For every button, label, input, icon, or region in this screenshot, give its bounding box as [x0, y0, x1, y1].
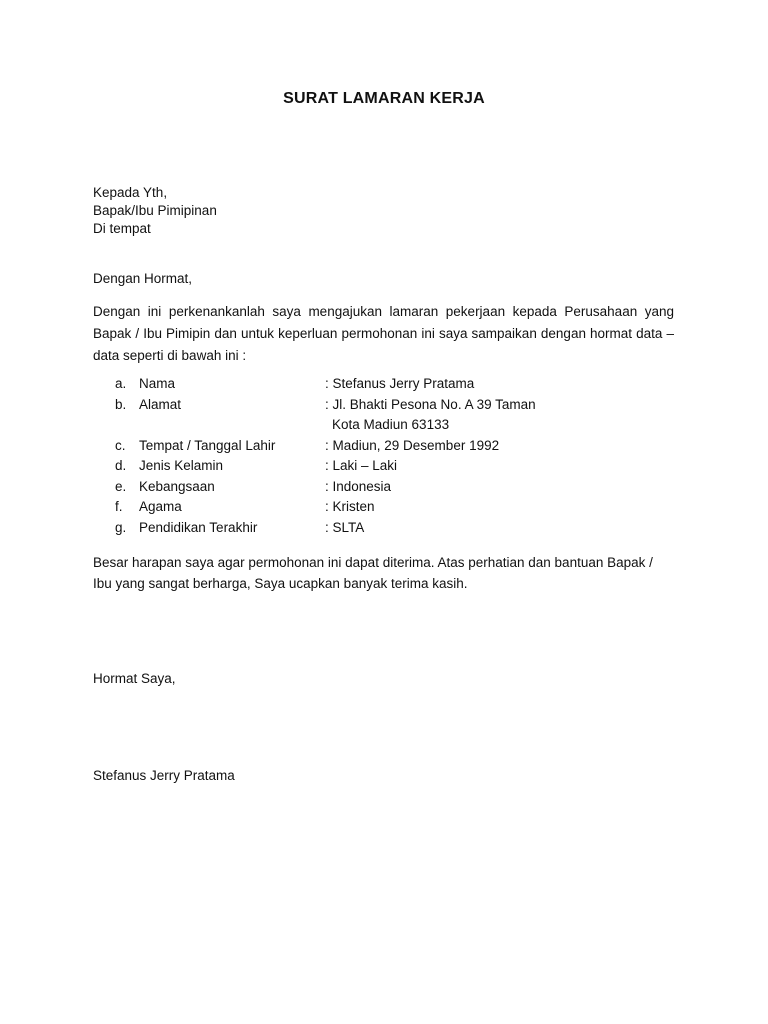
- closing-paragraph: Besar harapan saya agar permohonan ini dapat diterima. Atas perhatian dan bantuan Bapak / Ibu yang sangat berharga, Saya ucapkan banyak terima kasih.: [93, 555, 653, 591]
- detail-label: Kebangsaan: [139, 478, 215, 494]
- list-marker: f.: [115, 499, 123, 514]
- detail-label: Tempat / Tanggal Lahir: [139, 437, 276, 453]
- detail-label: Alamat: [139, 396, 182, 412]
- detail-value: : SLTA: [325, 519, 365, 535]
- detail-row-agama: [93, 499, 683, 520]
- addressee-block: [93, 184, 217, 238]
- detail-label: Jenis Kelamin: [139, 458, 224, 473]
- detail-label: Nama: [139, 376, 176, 391]
- addressee-line: Bapak/Ibu Pimipinan: [93, 203, 217, 218]
- list-marker: g.: [115, 519, 127, 535]
- applicant-details-list: [93, 376, 683, 540]
- addressee-line: Kepada Yth,: [93, 185, 168, 200]
- greeting: Dengan Hormat,: [93, 271, 193, 286]
- detail-value: Kota Madiun 63133: [332, 417, 450, 432]
- letter-title: SURAT LAMARAN KERJA: [283, 90, 485, 107]
- intro-paragraph: Dengan ini perkenankanlah saya mengajukan lamaran pekerjaan kepada Perusahaan yang Bapak / Ibu Pimipin dan untuk keperluan permohonan ini saya sampaikan dengan hormat data – data seperti di bawah ini :: [93, 304, 674, 363]
- list-marker: c.: [115, 437, 126, 453]
- addressee-line: Di tempat: [93, 221, 151, 236]
- detail-label: Agama: [139, 499, 182, 514]
- signoff: Hormat Saya,: [93, 671, 176, 686]
- detail-row-pendidikan-terakhir: [93, 520, 683, 541]
- detail-row-jenis-kelamin: [93, 458, 683, 479]
- signer-name: Stefanus Jerry Pratama: [93, 768, 235, 783]
- list-marker: a.: [115, 376, 127, 391]
- detail-value: : Madiun, 29 Desember 1992: [325, 437, 500, 453]
- list-marker: e.: [115, 478, 127, 494]
- detail-value: : Jl. Bhakti Pesona No. A 39 Taman: [325, 396, 536, 412]
- detail-row-nama: [93, 376, 683, 397]
- detail-row-kebangsaan: [93, 479, 683, 500]
- detail-value: : Indonesia: [325, 478, 392, 494]
- detail-value: : Laki – Laki: [325, 458, 398, 473]
- detail-value: : Kristen: [325, 499, 375, 514]
- detail-row-alamat: [93, 397, 683, 418]
- detail-value: : Stefanus Jerry Pratama: [325, 376, 475, 391]
- detail-row-tempat-tanggal-lahir: [93, 438, 683, 459]
- detail-row-alamat-continued: [93, 417, 683, 438]
- list-marker: d.: [115, 458, 127, 473]
- list-marker: b.: [115, 396, 127, 412]
- detail-label: Pendidikan Terakhir: [139, 519, 258, 535]
